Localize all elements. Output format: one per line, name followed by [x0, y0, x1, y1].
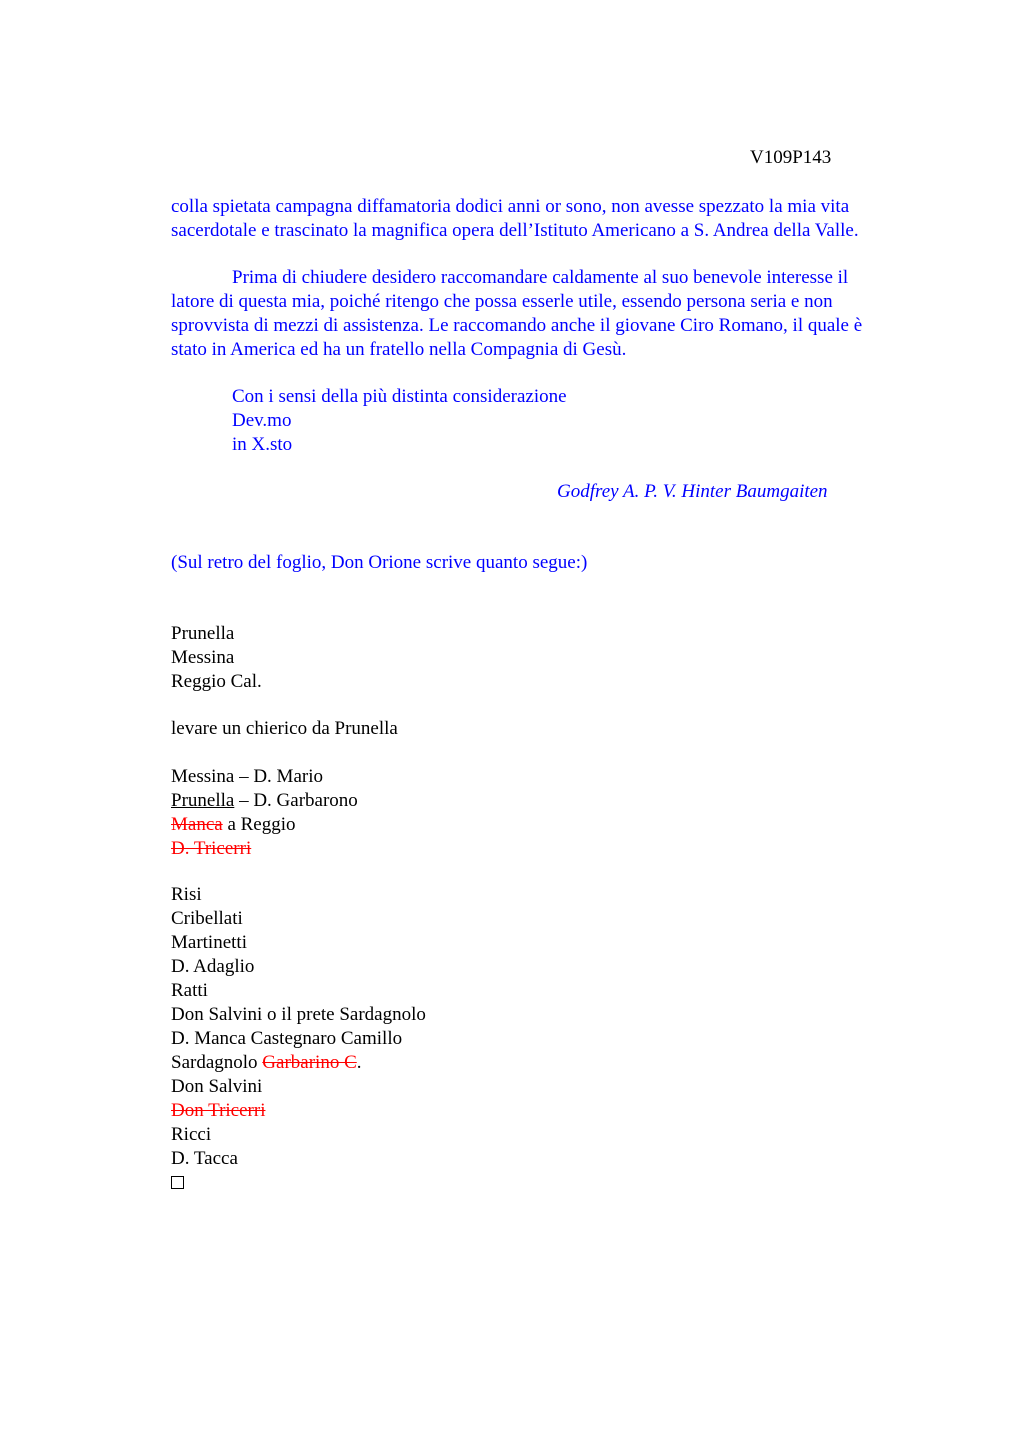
- text-line: levare un chierico da Prunella: [171, 718, 398, 739]
- text-line: in X.sto: [232, 434, 293, 455]
- list-item: Prunella: [171, 623, 235, 644]
- struck-text: Manca: [171, 814, 223, 835]
- list-item: [171, 1099, 931, 1123]
- list-item: [171, 1171, 931, 1195]
- checkbox-icon: [171, 1176, 184, 1189]
- struck-text: Garbarino C: [262, 1052, 357, 1073]
- list-item: [171, 1051, 931, 1075]
- text-line: (Sul retro del foglio, Don Orione scrive quanto segue:): [171, 552, 588, 573]
- notes-places: [171, 622, 931, 694]
- list-item: D. Tacca: [171, 1148, 238, 1169]
- text-line: Con i sensi della più distinta considerazione: [232, 386, 567, 407]
- list-item: Ricci: [171, 1124, 212, 1145]
- text-fragment: – D. Garbarono: [234, 790, 358, 811]
- text-line: sacerdotale e trascinato la magnifica opera dell’Istituto Americano a S. Andrea della Valle.: [171, 220, 859, 241]
- list-item: D. Adaglio: [171, 956, 255, 977]
- list-item: [171, 837, 931, 861]
- letter-paragraph-2: [171, 266, 931, 362]
- list-item: [171, 789, 931, 813]
- list-item: Cribellati: [171, 908, 243, 929]
- list-item: Reggio Cal.: [171, 671, 262, 692]
- reference-code: V109P143: [750, 147, 832, 168]
- letter-paragraph-1: [171, 195, 931, 243]
- list-item: D. Manca Castegnaro Camillo: [171, 1028, 403, 1049]
- notes-assignments: [171, 765, 931, 861]
- list-item: Don Salvini o il prete Sardagnolo: [171, 1004, 426, 1025]
- text-fragment: Sardagnolo: [171, 1052, 263, 1073]
- list-item: Messina – D. Mario: [171, 766, 323, 787]
- struck-text: D. Tricerri: [171, 838, 252, 859]
- list-item: Messina: [171, 647, 235, 668]
- signature: Godfrey A. P. V. Hinter Baumgaiten: [557, 481, 828, 502]
- editor-note: [171, 551, 931, 575]
- text-fragment: .: [356, 1052, 362, 1073]
- text-line: stato in America ed ha un fratello nella Compagnia di Gesù.: [171, 339, 627, 360]
- text-line: colla spietata campagna diffamatoria dodici anni or sono, non avesse spezzato la mia vita: [171, 196, 850, 217]
- struck-text: Don Tricerri: [171, 1100, 266, 1121]
- letter-closing: [171, 385, 931, 457]
- text-line: Dev.mo: [232, 410, 292, 431]
- notes-names: [171, 883, 931, 1195]
- notes-instruction: [171, 717, 931, 741]
- list-item: Don Salvini: [171, 1076, 263, 1097]
- text-fragment: a Reggio: [222, 814, 296, 835]
- text-line: Prima di chiudere desidero raccomandare caldamente al suo benevole interesse il: [232, 267, 849, 288]
- list-item: [171, 813, 931, 837]
- underlined-text: Prunella: [171, 790, 235, 811]
- list-item: Martinetti: [171, 932, 247, 953]
- text-line: latore di questa mia, poiché ritengo che possa esserle utile, essendo persona seria e non: [171, 291, 833, 312]
- list-item: Risi: [171, 884, 202, 905]
- list-item: Ratti: [171, 980, 208, 1001]
- text-line: sprovvista di mezzi di assistenza. Le raccomando anche il giovane Ciro Romano, il quale è: [171, 315, 863, 336]
